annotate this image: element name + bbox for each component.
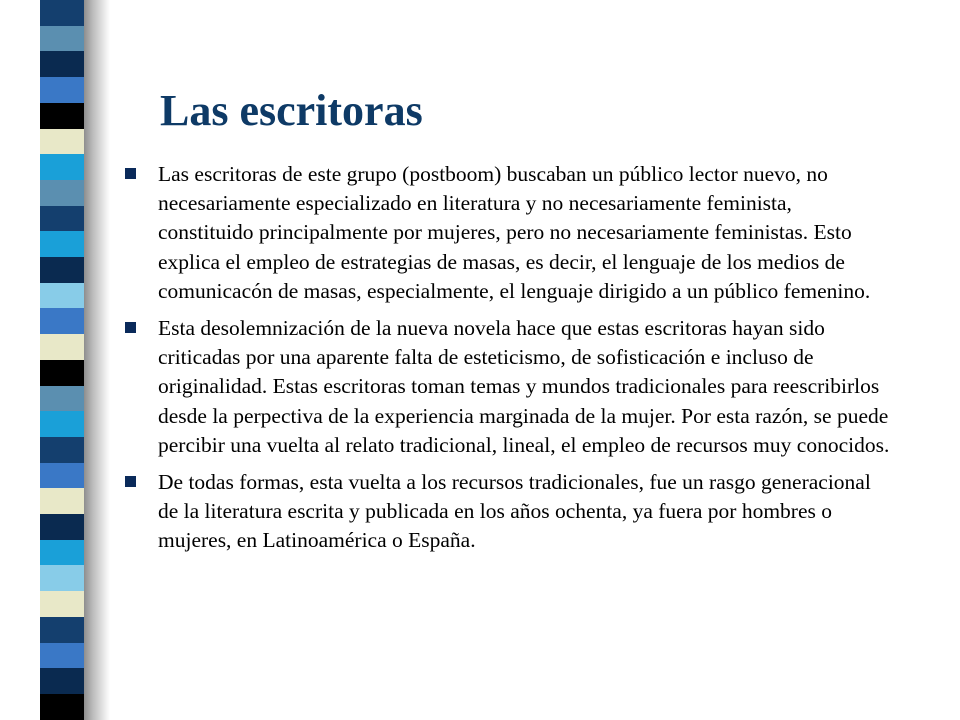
- stripe-segment: [40, 540, 84, 566]
- stripe-segment: [40, 308, 84, 334]
- stripe-segment: [40, 206, 84, 232]
- square-bullet-icon: [125, 322, 136, 333]
- stripe-segment: [40, 77, 84, 103]
- decorative-stripe-bar: [40, 0, 84, 720]
- square-bullet-icon: [125, 476, 136, 487]
- stripe-segment: [40, 180, 84, 206]
- stripe-segment: [40, 488, 84, 514]
- stripe-segment: [40, 51, 84, 77]
- bullet-list: [122, 160, 892, 564]
- bullet-item: [122, 468, 892, 556]
- stripe-segment: [40, 643, 84, 669]
- stripe-segment: [40, 360, 84, 386]
- stripe-segment: [40, 617, 84, 643]
- bullet-item: [122, 160, 892, 306]
- stripe-segment: [40, 257, 84, 283]
- bullet-text: Esta desolemnización de la nueva novela hace que estas escritoras hayan sido criticadas por una aparente falta de esteticismo, de sofisticación e incluso de originalidad. Estas escritoras toman temas y mundos tradicionales para reescribirlos desde la perpectiva de la experiencia marginada de la mujer. Por esta razón, se puede percibir una vuelta al relato tradicional, lineal, el empleo de recursos muy conocidos.: [158, 316, 890, 457]
- stripe-segment: [40, 463, 84, 489]
- stripe-segment: [40, 0, 84, 26]
- stripe-segment: [40, 514, 84, 540]
- stripe-segment: [40, 26, 84, 52]
- stripe-segment: [40, 411, 84, 437]
- stripe-segment: [40, 386, 84, 412]
- stripe-shadow: [84, 0, 110, 720]
- stripe-segment: [40, 565, 84, 591]
- stripe-segment: [40, 591, 84, 617]
- stripe-segment: [40, 437, 84, 463]
- stripe-segment: [40, 103, 84, 129]
- stripe-segment: [40, 668, 84, 694]
- bullet-text: De todas formas, esta vuelta a los recursos tradicionales, fue un rasgo generacional de la literatura escrita y publicada en los años ochenta, ya fuera por hombres o mujeres, en Latinoamérica o España.: [158, 470, 871, 553]
- stripe-segment: [40, 129, 84, 155]
- stripe-segment: [40, 334, 84, 360]
- slide-title: Las escritoras: [160, 86, 423, 135]
- bullet-text: Las escritoras de este grupo (postboom) buscaban un público lector nuevo, no necesariamente especializado en literatura y no necesariamente feminista, constituido principalmente por mujeres, pero no necesariamente feministas. Esto explica el empleo de estrategias de masas, es decir, el lenguaje de los medios de comunicacón de masas, especialmente, el lenguaje dirigido a un público femenino.: [158, 162, 871, 303]
- stripe-segment: [40, 283, 84, 309]
- stripe-segment: [40, 231, 84, 257]
- stripe-segment: [40, 694, 84, 720]
- square-bullet-icon: [125, 168, 136, 179]
- bullet-item: [122, 314, 892, 460]
- stripe-segment: [40, 154, 84, 180]
